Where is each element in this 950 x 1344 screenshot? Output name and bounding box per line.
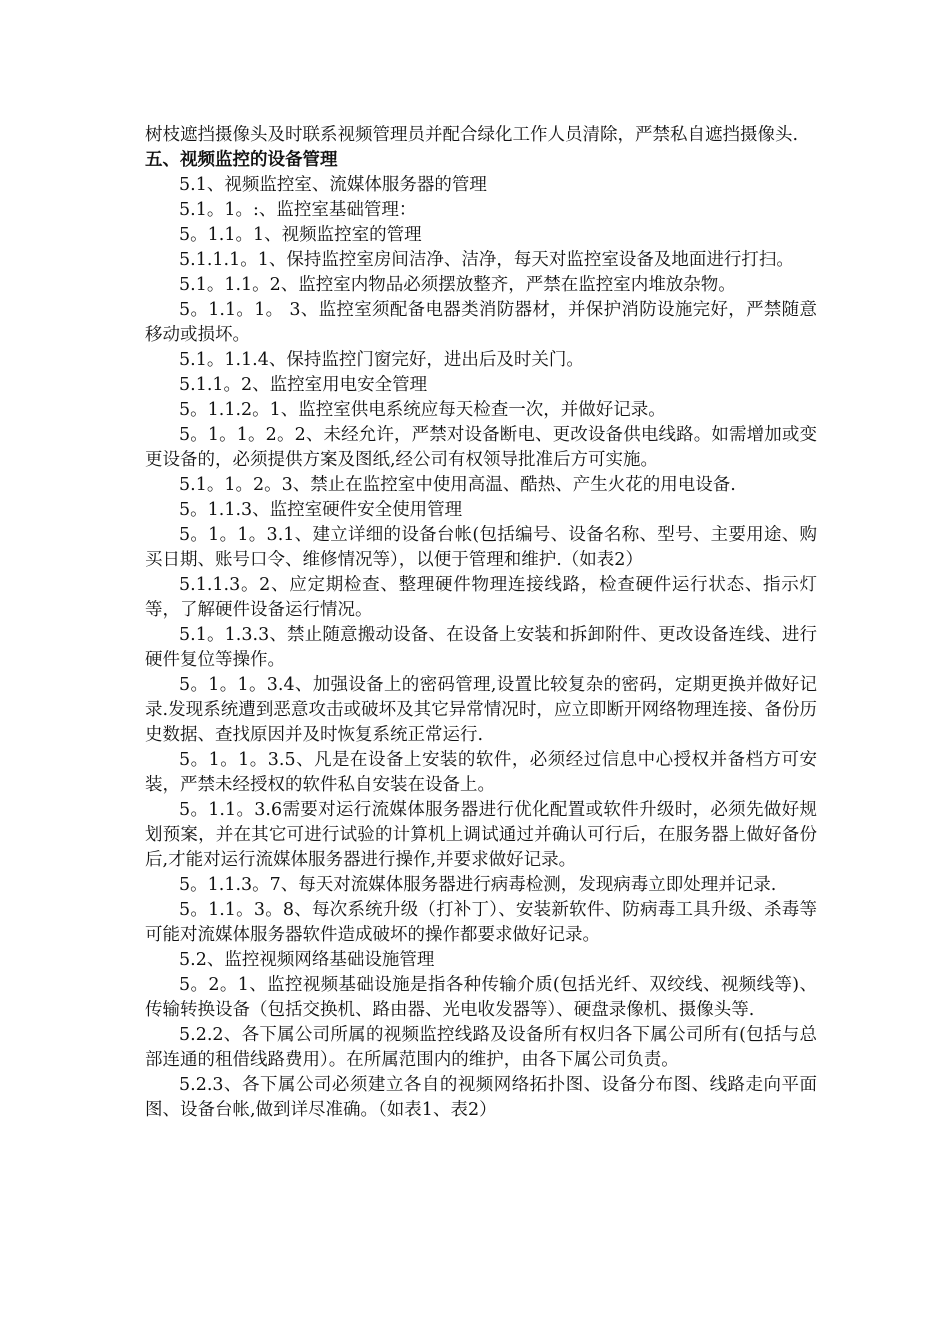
paragraph: 5.2.2、各下属公司所属的视频监控线路及设备所有权归各下属公司所有(包括与总部连通的租借线路费用）。在所属范围内的维护，由各下属公司负责。: [145, 1025, 817, 1070]
paragraph: 5。1.1。3。8、每次系统升级（打补丁）、安装新软件、防病毒工具升级、杀毒等可能对流媒体服务器软件造成破坏的操作都要求做好记录。: [145, 900, 817, 945]
paragraph: 5.1.1.3。2、应定期检查、整理硬件物理连接线路，检查硬件运行状态、指示灯等，了解硬件设备运行情况。: [145, 575, 817, 620]
subsection-heading: 5.2、监控视频网络基础设施管理: [179, 950, 435, 970]
paragraph: 5.1.1。2、监控室用电安全管理: [179, 375, 428, 395]
section-heading: 五、视频监控的设备管理: [145, 150, 338, 170]
paragraph: 5。2。1、监控视频基础设施是指各种传输介质(包括光纤、双绞线、视频线等)、传输转换设备（包括交换机、路由器、光电收发器等）、硬盘录像机、摄像头等.: [145, 975, 817, 1020]
paragraph: 5。1.1.2。1、监控室供电系统应每天检查一次，并做好记录。: [179, 400, 666, 420]
paragraph: 5。1。1。3.1、建立详细的设备台帐(包括编号、设备名称、型号、主要用途、购买日期、账号口令、维修情况等），以便于管理和维护.（如表2）: [145, 525, 817, 570]
paragraph: 5.2.3、各下属公司必须建立各自的视频网络拓扑图、设备分布图、线路走向平面图、设备台帐,做到详尽准确。（如表1、表2）: [145, 1075, 817, 1120]
paragraph: 5.1。1.1.4、保持监控门窗完好，进出后及时关门。: [179, 350, 584, 370]
paragraph-continuation: 树枝遮挡摄像头及时联系视频管理员并配合绿化工作人员清除，严禁私自遮挡摄像头.: [145, 125, 799, 145]
paragraph: 5.1.1.1。1、保持监控室房间洁净、洁净，每天对监控室设备及地面进行打扫。: [179, 250, 794, 270]
subsection-heading: 5.1、视频监控室、流媒体服务器的管理: [179, 175, 487, 195]
paragraph: 5。1。1。3.5、凡是在设备上安装的软件，必须经过信息中心授权并备档方可安装，严禁未经授权的软件私自安装在设备上。: [145, 750, 817, 795]
paragraph: 5。1.1。1、视频监控室的管理: [179, 225, 422, 245]
paragraph: 5。1.1.3。7、每天对流媒体服务器进行病毒检测，发现病毒立即处理并记录.: [179, 875, 777, 895]
paragraph: 5。1.1。1。 3、监控室须配备电器类消防器材，并保护消防设施完好，严禁随意移动或损坏。: [145, 300, 817, 345]
paragraph: 5。1.1.3、监控室硬件安全使用管理: [179, 500, 463, 520]
paragraph: 5。1.1。3.6需要对运行流媒体服务器进行优化配置或软件升级时，必须先做好规划预案，并在其它可进行试验的计算机上调试通过并确认可行后，在服务器上做好备份后,才能对运行流媒体服务器进行操作,并要求做好记录。: [145, 800, 817, 870]
paragraph: 5.1。1.3.3、禁止随意搬动设备、在设备上安装和拆卸附件、更改设备连线、进行硬件复位等操作。: [145, 625, 817, 670]
paragraph: 5.1。1。2。3、禁止在监控室中使用高温、酷热、产生火花的用电设备.: [179, 475, 736, 495]
paragraph: 5.1。1。:、监控室基础管理：: [179, 200, 417, 220]
paragraph: 5。1。1。2。2、未经允许，严禁对设备断电、更改设备供电线路。如需增加或变更设备的，必须提供方案及图纸,经公司有权领导批准后方可实施。: [145, 425, 817, 470]
paragraph: 5。1。1。3.4、加强设备上的密码管理,设置比较复杂的密码，定期更换并做好记录.发现系统遭到恶意攻击或破坏及其它异常情况时，应立即断开网络物理连接、备份历史数据、查找原因并及时恢复系统正常运行.: [145, 675, 817, 745]
paragraph: 5.1。1.1。2、监控室内物品必须摆放整齐，严禁在监控室内堆放杂物。: [179, 275, 736, 295]
document-body: [145, 123, 817, 1123]
